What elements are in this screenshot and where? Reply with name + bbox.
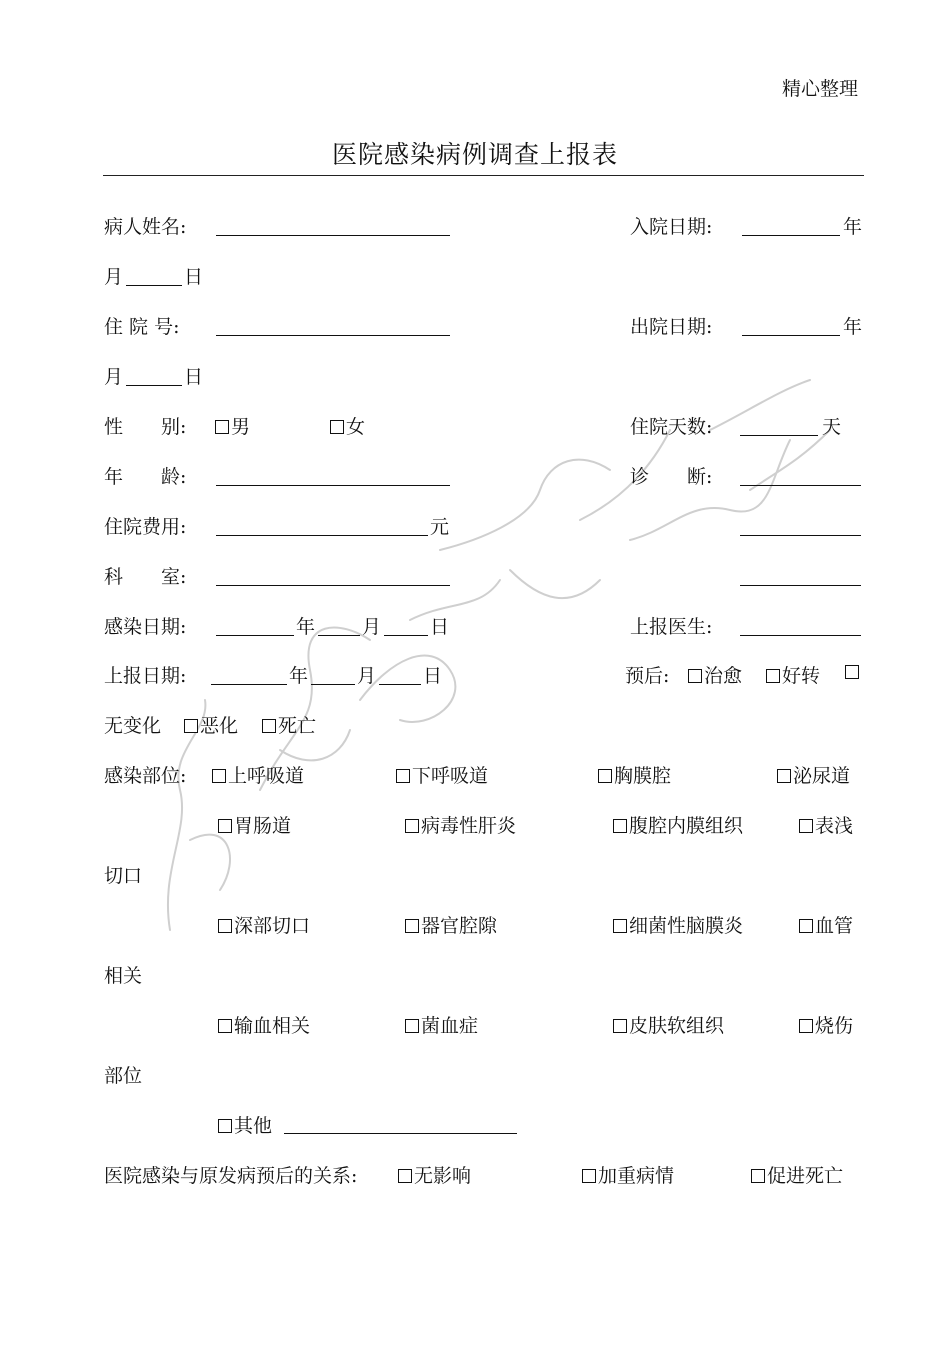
admission-day-unit: 日 xyxy=(184,266,204,288)
checkbox-icon[interactable] xyxy=(598,769,612,783)
checkbox-icon[interactable] xyxy=(330,420,344,434)
gender-option-female[interactable]: 女 xyxy=(330,412,365,439)
age-input[interactable] xyxy=(216,485,450,486)
patient-name-label: 病人姓名: xyxy=(104,216,187,238)
gender-label: 性 别: xyxy=(104,416,187,438)
diagnosis-input-1[interactable] xyxy=(740,485,861,486)
report-month-input[interactable] xyxy=(311,684,355,685)
prognosis-option-unchanged-label: 无变化 xyxy=(104,715,162,737)
infection-site-label: 感染部位: xyxy=(104,765,187,787)
report-year-input[interactable] xyxy=(211,684,287,685)
prognosis-option-improved[interactable]: 好转 xyxy=(766,661,820,688)
relation-option-death[interactable]: 促进死亡 xyxy=(751,1161,843,1188)
site-option-burn[interactable]: 烧伤 xyxy=(799,1011,853,1038)
checkbox-icon[interactable] xyxy=(613,819,627,833)
infection-month-unit: 月 xyxy=(362,616,382,638)
diagnosis-input-2[interactable] xyxy=(740,535,861,536)
checkbox-icon[interactable] xyxy=(751,1169,765,1183)
site-other-input[interactable] xyxy=(284,1133,517,1134)
relation-option-worsened[interactable]: 加重病情 xyxy=(582,1161,674,1188)
site-option-urinary-tract[interactable]: 泌尿道 xyxy=(777,761,850,788)
gender-option-male[interactable]: 男 xyxy=(215,412,250,439)
checkbox-icon[interactable] xyxy=(218,919,232,933)
checkbox-icon[interactable] xyxy=(766,669,780,683)
cost-unit: 元 xyxy=(430,516,450,538)
discharge-day-unit: 日 xyxy=(184,366,204,388)
site-option-viral-hepatitis[interactable]: 病毒性肝炎 xyxy=(405,811,516,838)
report-day-input[interactable] xyxy=(379,684,421,685)
site-option-deep-incision[interactable]: 深部切口 xyxy=(218,911,310,938)
discharge-year-unit: 年 xyxy=(843,316,863,338)
stay-days-label: 住院天数: xyxy=(630,416,713,438)
checkbox-icon[interactable] xyxy=(218,819,232,833)
report-date-label: 上报日期: xyxy=(104,665,187,687)
checkbox-icon[interactable] xyxy=(777,769,791,783)
discharge-year-input[interactable] xyxy=(742,335,840,336)
site-vascular-cont: 相关 xyxy=(104,965,143,987)
infection-month-input[interactable] xyxy=(318,635,360,636)
department-label: 科 室: xyxy=(104,566,187,588)
site-option-bacteremia[interactable]: 菌血症 xyxy=(405,1011,478,1038)
admission-year-unit: 年 xyxy=(843,216,863,238)
infection-year-unit: 年 xyxy=(296,616,316,638)
checkbox-icon[interactable] xyxy=(613,1019,627,1033)
handwritten-watermark-icon xyxy=(150,370,850,990)
site-option-vascular[interactable]: 血管 xyxy=(799,911,853,938)
discharge-month-unit: 月 xyxy=(104,366,124,388)
checkbox-icon[interactable] xyxy=(218,1119,232,1133)
site-burn-cont: 部位 xyxy=(104,1065,143,1087)
infection-day-unit: 日 xyxy=(430,616,450,638)
header-note: 精心整理 xyxy=(781,78,858,100)
checkbox-icon[interactable] xyxy=(799,919,813,933)
age-label: 年 龄: xyxy=(104,466,187,488)
site-option-lower-respiratory[interactable]: 下呼吸道 xyxy=(396,761,488,788)
site-option-other[interactable]: 其他 xyxy=(218,1111,272,1138)
site-option-skin-soft-tissue[interactable]: 皮肤软组织 xyxy=(613,1011,724,1038)
stay-days-unit: 天 xyxy=(822,416,842,438)
site-option-upper-respiratory[interactable]: 上呼吸道 xyxy=(212,761,304,788)
prognosis-option-death[interactable]: 死亡 xyxy=(262,711,316,738)
checkbox-icon[interactable] xyxy=(405,819,419,833)
checkbox-icon[interactable] xyxy=(405,919,419,933)
hospital-no-input[interactable] xyxy=(216,335,450,336)
checkbox-icon[interactable] xyxy=(688,669,702,683)
diagnosis-label: 诊 断: xyxy=(630,466,713,488)
checkbox-icon[interactable] xyxy=(405,1019,419,1033)
checkbox-icon[interactable] xyxy=(799,819,813,833)
diagnosis-input-3[interactable] xyxy=(740,585,861,586)
page-title: 医院感染病例调查上报表 xyxy=(331,140,618,169)
stay-days-input[interactable] xyxy=(740,435,818,436)
prognosis-label: 预后: xyxy=(625,665,670,687)
prognosis-option-worsened[interactable]: 恶化 xyxy=(184,711,238,738)
checkbox-icon[interactable] xyxy=(398,1169,412,1183)
title-divider xyxy=(103,175,864,176)
reporting-doctor-label: 上报医生: xyxy=(630,616,713,638)
site-option-organ-space[interactable]: 器官腔隙 xyxy=(405,911,497,938)
infection-date-label: 感染日期: xyxy=(104,616,187,638)
cost-label: 住院费用: xyxy=(104,516,187,538)
checkbox-icon[interactable] xyxy=(262,719,276,733)
admission-date-label: 入院日期: xyxy=(630,216,713,238)
checkbox-icon[interactable] xyxy=(845,665,859,679)
site-option-abdominal-tissue[interactable]: 腹腔内膜组织 xyxy=(613,811,743,838)
prognosis-option-unchanged-box[interactable] xyxy=(845,661,861,683)
site-option-gastrointestinal[interactable]: 胃肠道 xyxy=(218,811,291,838)
checkbox-icon[interactable] xyxy=(799,1019,813,1033)
admission-year-input[interactable] xyxy=(742,235,840,236)
site-option-bacterial-meningitis[interactable]: 细菌性脑膜炎 xyxy=(613,911,743,938)
infection-year-input[interactable] xyxy=(216,635,294,636)
checkbox-icon[interactable] xyxy=(613,919,627,933)
admission-day-input[interactable] xyxy=(126,285,182,286)
reporting-doctor-input[interactable] xyxy=(740,635,861,636)
report-day-unit: 日 xyxy=(423,665,443,687)
department-input[interactable] xyxy=(216,585,450,586)
hospital-no-label: 住 院 号: xyxy=(104,316,180,338)
patient-name-input[interactable] xyxy=(216,235,450,236)
checkbox-icon[interactable] xyxy=(212,769,226,783)
checkbox-icon[interactable] xyxy=(218,1019,232,1033)
site-option-pleural-cavity[interactable]: 胸膜腔 xyxy=(598,761,671,788)
discharge-date-label: 出院日期: xyxy=(630,316,713,338)
site-option-superficial-incision[interactable]: 表浅 xyxy=(799,811,853,838)
prognosis-option-cured[interactable]: 治愈 xyxy=(688,661,742,688)
cost-input[interactable] xyxy=(216,535,428,536)
report-year-unit: 年 xyxy=(289,665,309,687)
discharge-day-input[interactable] xyxy=(126,385,182,386)
checkbox-icon[interactable] xyxy=(396,769,410,783)
checkbox-icon[interactable] xyxy=(215,420,229,434)
report-month-unit: 月 xyxy=(357,665,377,687)
infection-day-input[interactable] xyxy=(384,635,428,636)
admission-month-unit: 月 xyxy=(104,266,124,288)
site-option-transfusion[interactable]: 输血相关 xyxy=(218,1011,310,1038)
checkbox-icon[interactable] xyxy=(582,1169,596,1183)
relation-option-no-effect[interactable]: 无影响 xyxy=(398,1161,471,1188)
site-superficial-incision-cont: 切口 xyxy=(104,865,143,887)
relation-label: 医院感染与原发病预后的关系: xyxy=(104,1165,358,1187)
checkbox-icon[interactable] xyxy=(184,719,198,733)
